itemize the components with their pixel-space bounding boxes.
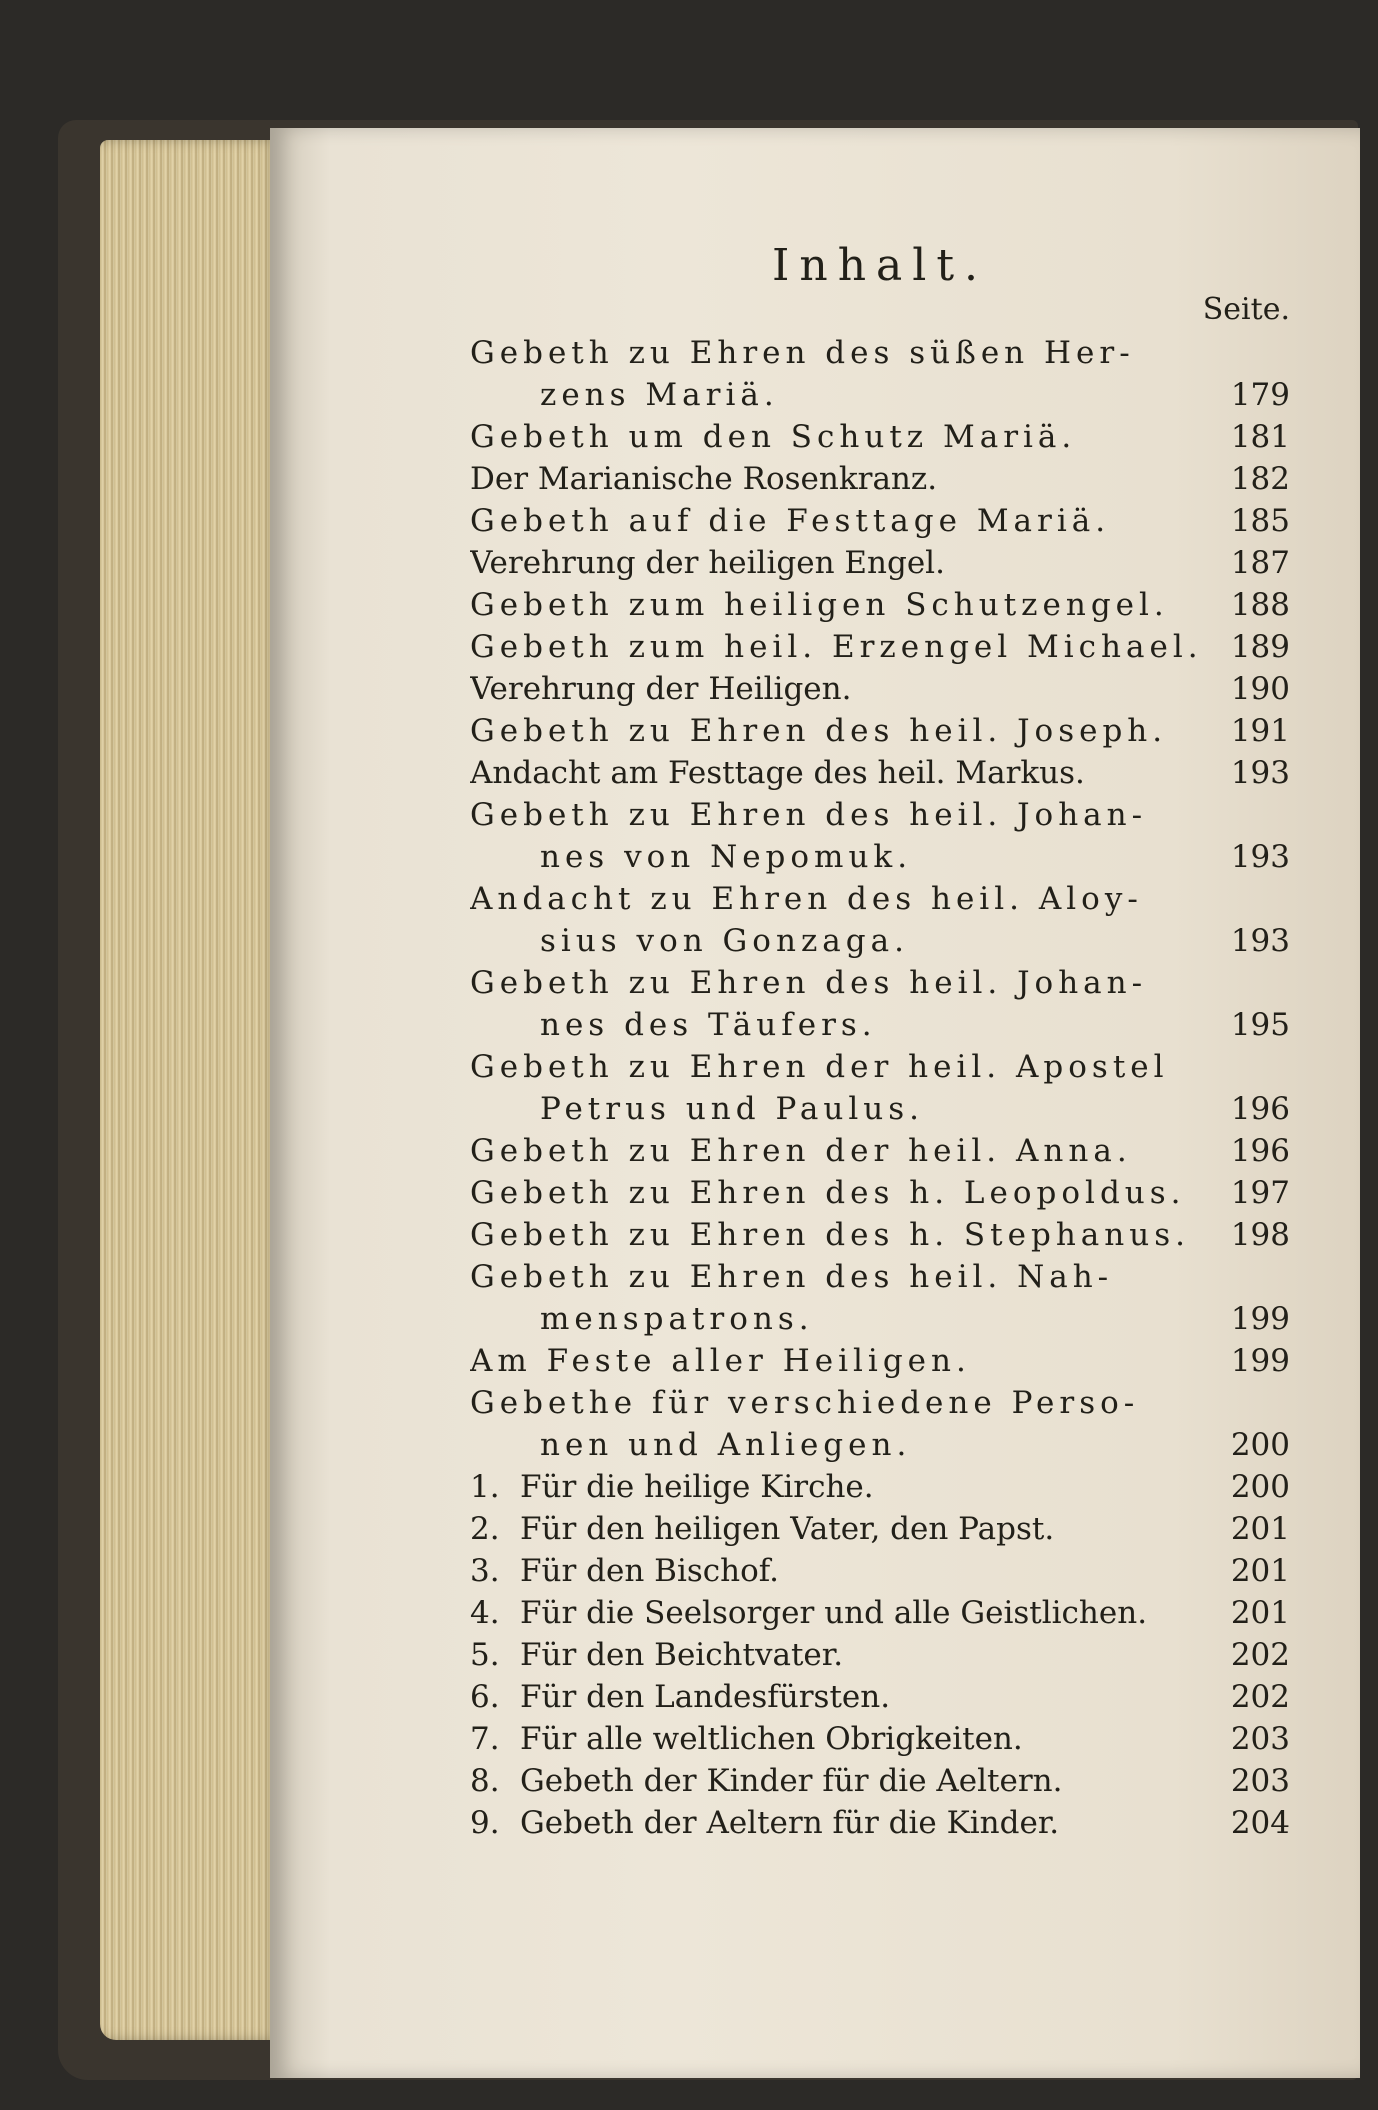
- toc-entry-page: 191: [1230, 713, 1290, 749]
- toc-numbered-entry: [470, 1676, 1290, 1718]
- toc-entry-number: 5.: [470, 1637, 500, 1673]
- toc-entry-page: 193: [1230, 839, 1290, 875]
- toc-entry-title: Gebeth zu Ehren des heil. Johan-: [470, 797, 1148, 833]
- toc-entry-number: 9.: [470, 1805, 500, 1841]
- toc-entry-number: 2.: [470, 1511, 500, 1547]
- toc-entry: [470, 710, 1290, 752]
- toc-entry-number: 6.: [470, 1679, 500, 1715]
- toc-entry-title: nes von Nepomuk.: [540, 839, 913, 875]
- toc-entry-page: 193: [1230, 755, 1290, 791]
- toc-numbered-entry: [470, 1634, 1290, 1676]
- toc-entry-number: 7.: [470, 1721, 500, 1757]
- toc-entry-title: Für den Beichtvater.: [520, 1637, 844, 1673]
- toc-entry-title: Gebeth zu Ehren der heil. Anna.: [470, 1133, 1132, 1169]
- toc-entry: [470, 1046, 1290, 1088]
- toc-entry-title: Für den Bischof.: [520, 1553, 779, 1589]
- page-edges: [100, 140, 280, 2040]
- toc-entry-title: sius von Gonzaga.: [540, 923, 909, 959]
- toc-entry-page: 204: [1230, 1805, 1290, 1841]
- toc-entry-page: 188: [1230, 587, 1290, 623]
- toc-entry-title: Gebethe für verschiedene Perso-: [470, 1385, 1140, 1421]
- toc-entry: [470, 962, 1290, 1004]
- toc-entry-title: nes des Täufers.: [540, 1007, 877, 1043]
- toc-entry-title: Für den Landesfürsten.: [520, 1679, 891, 1715]
- toc-entry-title: Gebeth um den Schutz Mariä.: [470, 419, 1077, 455]
- toc-entry: [470, 920, 1290, 962]
- toc-entry-title: Der Marianische Rosenkranz.: [470, 461, 938, 497]
- toc-entry-title: Für den heiligen Vater, den Papst.: [520, 1511, 1055, 1547]
- toc-entry-title: Für alle weltlichen Obrigkeiten.: [520, 1721, 1023, 1757]
- toc-entry: [470, 878, 1290, 920]
- toc-entry-title: Für die heilige Kirche.: [520, 1469, 874, 1505]
- toc-entry: [470, 458, 1290, 500]
- toc-entry: [470, 836, 1290, 878]
- toc-entry: [470, 1340, 1290, 1382]
- toc-entry-page: 196: [1230, 1133, 1290, 1169]
- toc-entry-title: Für die Seelsorger und alle Geistlichen.: [520, 1595, 1148, 1631]
- toc-entry: [470, 1214, 1290, 1256]
- toc-entry: [470, 794, 1290, 836]
- toc-entry-page: 201: [1230, 1595, 1290, 1631]
- toc-entry-title: Verehrung der Heiligen.: [470, 671, 852, 707]
- toc-entry: [470, 752, 1290, 794]
- toc-entry: [470, 1088, 1290, 1130]
- toc-entry-page: 190: [1230, 671, 1290, 707]
- toc-numbered-entry: [470, 1466, 1290, 1508]
- toc-entry: [470, 1256, 1290, 1298]
- toc-entry-title: nen und Anliegen.: [540, 1427, 912, 1463]
- toc-numbered-entry: [470, 1760, 1290, 1802]
- toc-entry: [470, 332, 1290, 374]
- toc-entry-title: Gebeth zu Ehren des heil. Johan-: [470, 965, 1148, 1001]
- toc-entry-title: Gebeth zu Ehren des süßen Her-: [470, 335, 1135, 371]
- toc-entry: [470, 1382, 1290, 1424]
- toc-entry-page: 203: [1230, 1721, 1290, 1757]
- toc-entry-page: 202: [1230, 1637, 1290, 1673]
- toc-entry-title: Petrus und Paulus.: [540, 1091, 925, 1127]
- toc-entry: [470, 668, 1290, 710]
- toc-entry-title: Gebeth zum heil. Erzengel Michael.: [470, 629, 1203, 665]
- toc-entry: [470, 374, 1290, 416]
- toc-entry-page: 179: [1230, 377, 1290, 413]
- toc-entry-title: Gebeth der Kinder für die Aeltern.: [520, 1763, 1063, 1799]
- toc-numbered-entry: [470, 1508, 1290, 1550]
- toc-entry-page: 202: [1230, 1679, 1290, 1715]
- toc-entry-page: 198: [1230, 1217, 1290, 1253]
- toc-entry-title: zens Mariä.: [540, 377, 779, 413]
- toc-entry-page: 201: [1230, 1553, 1290, 1589]
- toc-entry-number: 1.: [470, 1469, 500, 1505]
- toc-entry-number: 4.: [470, 1595, 500, 1631]
- toc-numbered-entry: [470, 1802, 1290, 1844]
- toc-entry-page: 200: [1230, 1427, 1290, 1463]
- toc-entry-title: Gebeth zu Ehren des heil. Joseph.: [470, 713, 1168, 749]
- toc-entry-page: 197: [1230, 1175, 1290, 1211]
- toc-entry-title: Gebeth zu Ehren des h. Leopoldus.: [470, 1175, 1186, 1211]
- toc-entries: [470, 332, 1290, 1466]
- page-column-label: Seite.: [1202, 292, 1290, 327]
- toc-entry-number: 3.: [470, 1553, 500, 1589]
- toc-entry-title: Gebeth auf die Festtage Mariä.: [470, 503, 1111, 539]
- toc-entry-title: Gebeth zu Ehren des h. Stephanus.: [470, 1217, 1190, 1253]
- toc-entry-page: 182: [1230, 461, 1290, 497]
- toc-entry-page: 189: [1230, 629, 1290, 665]
- toc-entry-page: 199: [1230, 1301, 1290, 1337]
- toc-entry: [470, 542, 1290, 584]
- toc-entry-page: 193: [1230, 923, 1290, 959]
- toc-numbered-entries: [470, 1466, 1290, 1844]
- toc-entry-title: Gebeth zum heiligen Schutzengel.: [470, 587, 1169, 623]
- toc-entry-title: Andacht zu Ehren des heil. Aloy-: [470, 881, 1143, 917]
- toc-entry-page: 199: [1230, 1343, 1290, 1379]
- toc-entry: [470, 1004, 1290, 1046]
- toc-entry-title: Am Feste aller Heiligen.: [470, 1343, 971, 1379]
- toc-entry-title: Andacht am Festtage des heil. Markus.: [470, 755, 1085, 791]
- table-of-contents: [470, 240, 1290, 1844]
- toc-numbered-entry: [470, 1718, 1290, 1760]
- toc-entry-page: 181: [1230, 419, 1290, 455]
- toc-entry: [470, 1172, 1290, 1214]
- toc-entry: [470, 584, 1290, 626]
- toc-entry: [470, 626, 1290, 668]
- toc-entry-page: 200: [1230, 1469, 1290, 1505]
- toc-entry-title: Verehrung der heiligen Engel.: [470, 545, 945, 581]
- toc-numbered-entry: [470, 1592, 1290, 1634]
- page-heading: Inhalt.: [771, 240, 989, 291]
- toc-entry-page: 187: [1230, 545, 1290, 581]
- toc-entry: [470, 1130, 1290, 1172]
- toc-entry-page: 195: [1230, 1007, 1290, 1043]
- toc-entry-title: Gebeth zu Ehren der heil. Apostel: [470, 1049, 1169, 1085]
- toc-entry-title: menspatrons.: [540, 1301, 814, 1337]
- toc-entry-title: Gebeth zu Ehren des heil. Nah-: [470, 1259, 1114, 1295]
- toc-entry-page: 203: [1230, 1763, 1290, 1799]
- toc-entry-page: 201: [1230, 1511, 1290, 1547]
- toc-entry: [470, 416, 1290, 458]
- toc-entry-page: 196: [1230, 1091, 1290, 1127]
- toc-entry: [470, 1298, 1290, 1340]
- toc-numbered-entry: [470, 1550, 1290, 1592]
- toc-entry: [470, 1424, 1290, 1466]
- toc-entry: [470, 500, 1290, 542]
- toc-entry-page: 185: [1230, 503, 1290, 539]
- toc-entry-title: Gebeth der Aeltern für die Kinder.: [520, 1805, 1060, 1841]
- toc-entry-number: 8.: [470, 1763, 500, 1799]
